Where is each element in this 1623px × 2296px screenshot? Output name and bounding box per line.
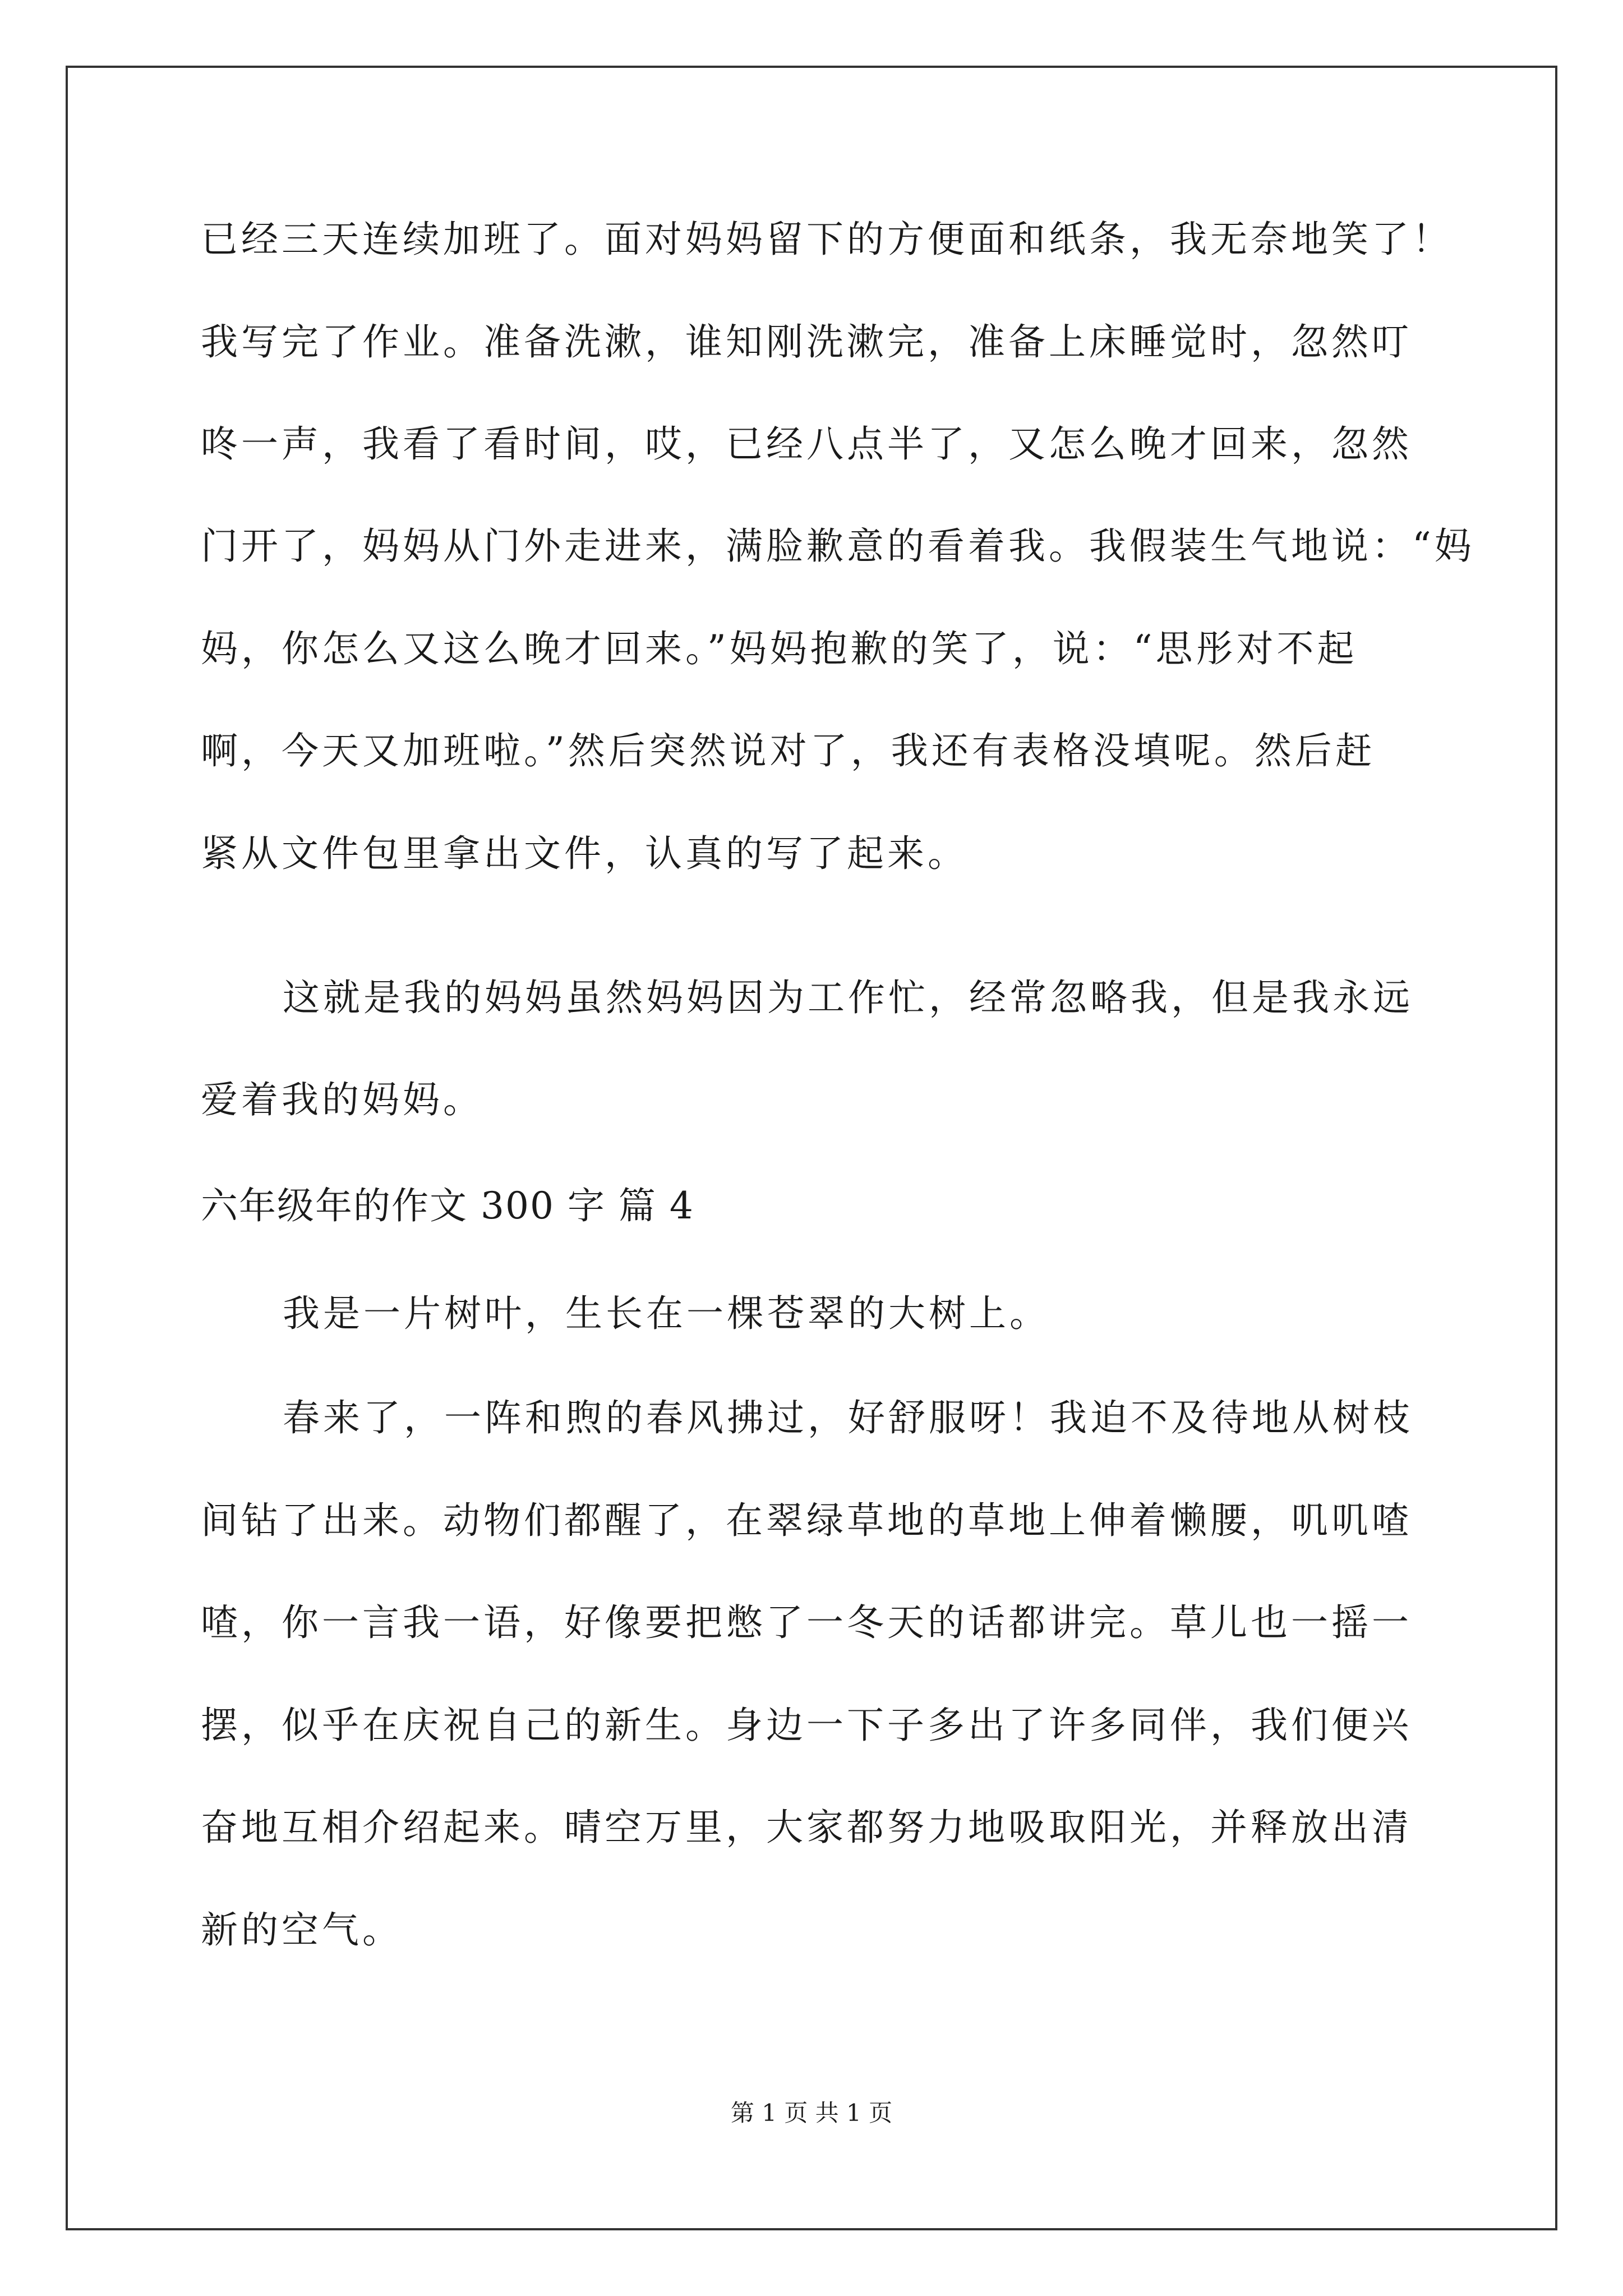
- paragraph-1-line-2: 我写完了作业。准备洗漱，谁知刚洗漱完，准备上床睡觉时，忽然叮: [201, 320, 1412, 364]
- page-border: [66, 66, 1557, 2230]
- paragraph-1-line-5: 妈，你怎么又这么晚才回来。”妈妈抱歉的笑了，说：“思彤对不起: [201, 627, 1358, 670]
- paragraph-2-line-2: 爱着我的妈妈。: [201, 1078, 483, 1121]
- paragraph-1-line-4: 门开了，妈妈从门外走进来，满脸歉意的看着我。我假装生气地说：“妈: [201, 524, 1475, 568]
- paragraph-1-line-3: 咚一声，我看了看时间，哎，已经八点半了，又怎么晚才回来，忽然: [201, 422, 1412, 466]
- paragraph-4-line-4: 摆，似乎在庆祝自己的新生。身边一下子多出了许多同伴，我们便兴: [201, 1704, 1412, 1747]
- paragraph-4-line-2: 间钻了出来。动物们都醒了，在翠绿草地的草地上伸着懒腰，叽叽喳: [201, 1499, 1412, 1542]
- page-number-footer: 第 1 页 共 1 页: [730, 2099, 893, 2127]
- paragraph-4-line-1: 春来了，一阵和煦的春风拂过，好舒服呀！我迫不及待地从树枝: [283, 1396, 1413, 1439]
- paragraph-2-line-1: 这就是我的妈妈虽然妈妈因为工作忙，经常忽略我，但是我永远: [283, 976, 1413, 1019]
- paragraph-4-line-3: 喳，你一言我一语，好像要把憋了一冬天的话都讲完。草儿也一摇一: [201, 1601, 1412, 1644]
- paragraph-1-line-1: 已经三天连续加班了。面对妈妈留下的方便面和纸条，我无奈地笑了！: [201, 218, 1453, 261]
- section-title: 六年级年的作文 300 字 篇 4: [201, 1184, 694, 1227]
- paragraph-3-line-1: 我是一片树叶，生长在一棵苍翠的大树上。: [283, 1292, 1050, 1335]
- paragraph-1-line-6: 啊，今天又加班啦。”然后突然说对了，我还有表格没填呢。然后赶: [201, 729, 1376, 772]
- paragraph-4-line-6: 新的空气。: [201, 1908, 403, 1952]
- paragraph-1-line-7: 紧从文件包里拿出文件，认真的写了起来。: [201, 832, 968, 875]
- paragraph-4-line-5: 奋地互相介绍起来。晴空万里，大家都努力地吸取阳光，并释放出清: [201, 1806, 1412, 1849]
